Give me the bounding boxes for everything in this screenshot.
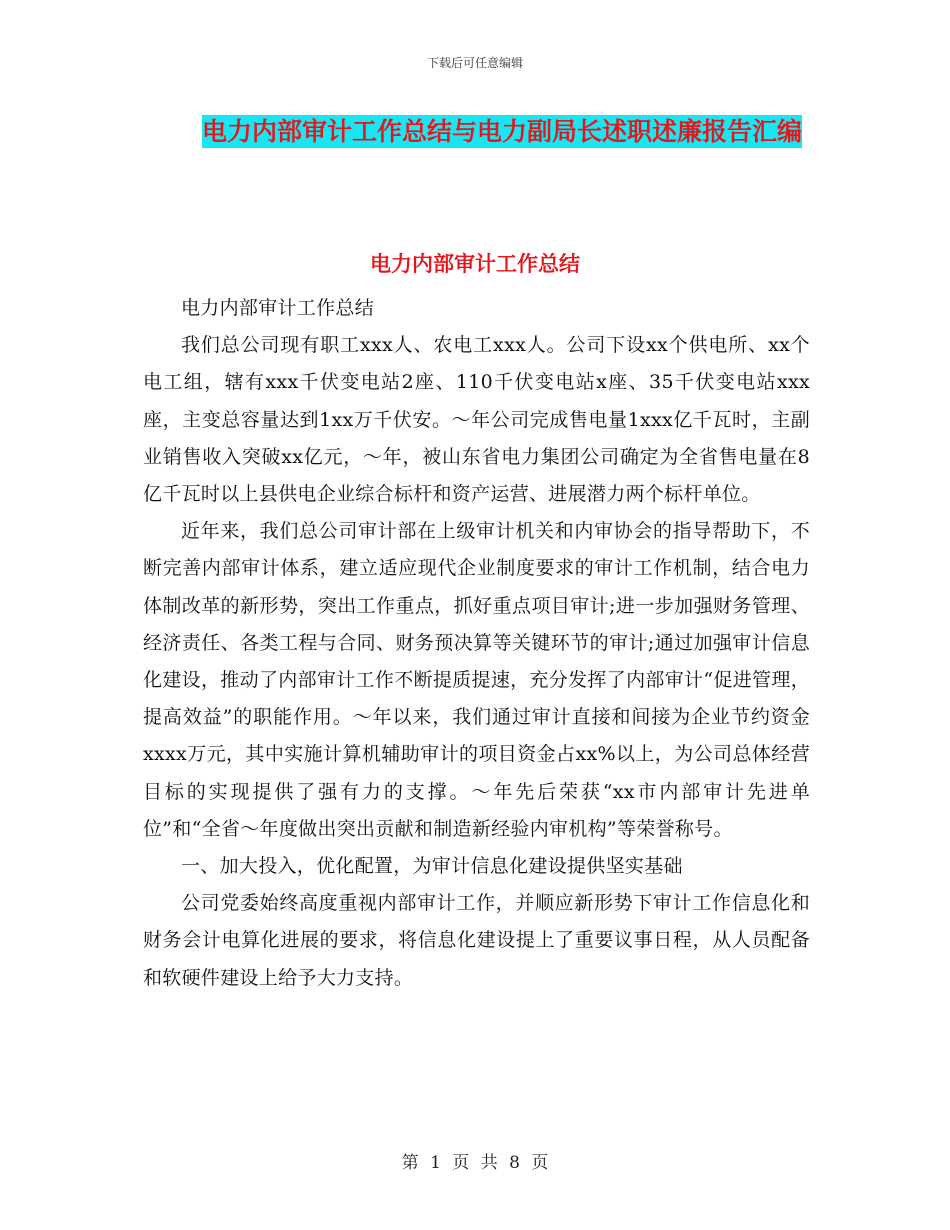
- paragraph: 电力内部审计工作总结: [181, 297, 375, 319]
- section-title: 电力内部审计工作总结: [370, 252, 580, 276]
- page-number: 第 1 页 共 8 页: [401, 1153, 549, 1173]
- paragraph: 公司党委始终高度重视内部审计工作，并顺应新形势下审计工作信息化和财务会计电算化进展的要求，将信息化建设提上了重要议事日程，从人员配备和软硬件建设上给予大力支持。: [143, 892, 810, 989]
- paragraph-heading: 一、加大投入，优化配置，为审计信息化建设提供坚实基础: [181, 855, 683, 878]
- paragraph: 我们总公司现有职工xxx人、农电工xxx人。公司下设xx个供电所、xx个电工组，辖有xxx千伏变电站2座、110千伏变电站x座、35千伏变电站xxx座，主变总容量达到1xx万千伏安。～年公司完成售电量1xxx亿千瓦时，主副业销售收入突破xx亿元，～年，被山东省电力集团公司确定为全省售电量在8亿千瓦时以上县供电企业综合标杆和资产运营、进展潜力两个标杆单位。: [143, 334, 810, 506]
- document-title: [192, 110, 812, 154]
- document-title-text: 电力内部审计工作总结与电力副局长述职述廉报告汇编: [201, 117, 802, 146]
- document-body: [143, 290, 810, 997]
- paragraph: 近年来，我们总公司审计部在上级审计机关和内审协会的指导帮助下，不断完善内部审计体系，建立适应现代企业制度要求的审计工作机制，结合电力体制改革的新形势，突出工作重点，抓好重点项目审计;进一步加强财务管理、经济责任、各类工程与合同、财务预决算等关键环节的审计;通过加强审计信息化建设，推动了内部审计工作不断提质提速，充分发挥了内部审计“促进管理，提高效益”的职能作用。～年以来，我们通过审计直接和间接为企业节约资金xxxx万元，其中实施计算机辅助审计的项目资金占xx%以上，为公司总体经营目标的实现提供了强有力的支撑。～年先后荣获“xx市内部审计先进单位”和“全省～年度做出突出贡献和制造新经验内审机构”等荣誉称号。: [143, 520, 810, 840]
- header-note: 下载后可任意编辑: [426, 56, 523, 70]
